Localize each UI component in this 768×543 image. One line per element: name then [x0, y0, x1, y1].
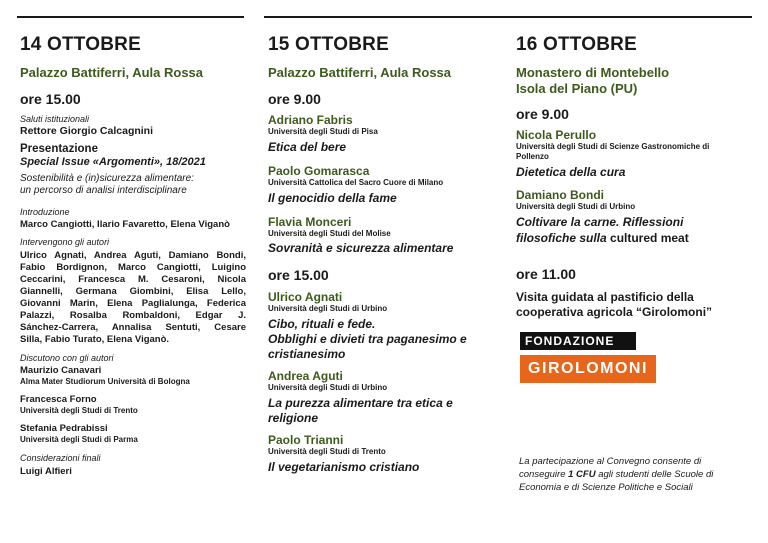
- speaker-name: Nicola Perullo: [516, 128, 597, 142]
- talk-title-line: Obblighi e divieti tra paganesimo e: [268, 332, 467, 346]
- speaker-name: Flavia Monceri: [268, 215, 352, 229]
- speaker-affiliation: Università Cattolica del Sacro Cuore di Milano: [268, 178, 444, 187]
- authors-line: Sánchez-Carrera, Annalisa Sentuti, Cesare: [20, 322, 246, 333]
- discussant-affiliation: Università degli Studi di Parma: [20, 435, 138, 444]
- talk-title: Il genocidio della fame: [268, 191, 397, 205]
- note-line2: [519, 468, 751, 481]
- logo-fondazione: FONDAZIONE: [520, 332, 636, 350]
- intro-names: Marco Cangiotti, Ilario Favaretto, Elena Viganò: [20, 219, 230, 230]
- discussant-name: Maurizio Canavari: [20, 365, 102, 376]
- intro-label: Introduzione: [20, 207, 70, 217]
- talk-title-line: Coltivare la carne. Riflessioni: [516, 215, 684, 229]
- discussant-affiliation: Alma Mater Studiorum Università di Bologna: [20, 377, 190, 386]
- talk-title: Etica del bere: [268, 140, 347, 154]
- speaker-affiliation-line: Università degli Studi di Scienze Gastronomiche di: [516, 142, 710, 151]
- authors-label: Intervengono gli autori: [20, 237, 110, 247]
- talk-title-line: religione: [268, 411, 319, 425]
- discussant-name: Stefania Pedrabissi: [20, 423, 108, 434]
- speaker-name: Andrea Aguti: [268, 369, 343, 383]
- talk: [268, 164, 498, 206]
- day1-column: [20, 34, 246, 478]
- note-line3: Economia e di Scienze Politiche e Sociali: [519, 482, 693, 493]
- authors-line: Ceccarini, Francesca M. Cesaroni, Nicola: [20, 274, 246, 285]
- presentation-label: Presentazione: [20, 143, 98, 155]
- talk-title-line: cristianesimo: [268, 347, 346, 361]
- day2-column: [268, 34, 498, 475]
- speaker-affiliation: Università degli Studi di Urbino: [268, 383, 388, 392]
- subtitle-line1: Sostenibilità e (in)sicurezza alimentare:: [20, 173, 194, 184]
- talk: [516, 188, 752, 246]
- credit-note: [519, 455, 751, 494]
- speaker-affiliation: Università degli Studi di Urbino: [516, 202, 636, 211]
- authors-line: Fabio Bordignon, Marco Cangiotti, Luigino: [20, 262, 246, 273]
- talk: [268, 290, 498, 362]
- speaker-affiliation: Università degli Studi del Molise: [268, 229, 391, 238]
- talk-title-line: [516, 230, 752, 246]
- presentation-title: Special Issue «Argomenti», 18/2021: [20, 156, 206, 168]
- day2-date: 15 OTTOBRE: [268, 34, 389, 55]
- talk-title: Sovranità e sicurezza alimentare: [268, 241, 454, 255]
- day2-time-afternoon: ore 15.00: [268, 267, 329, 283]
- visit-line2: cooperativa agricola “Girolomoni”: [516, 305, 713, 319]
- note-line1: La partecipazione al Convegno consente di: [519, 456, 702, 467]
- day1-time: ore 15.00: [20, 91, 81, 107]
- talk-title-line: La purezza alimentare tra etica e: [268, 396, 453, 410]
- closing-label: Considerazioni finali: [20, 453, 101, 463]
- day1-venue: Palazzo Battiferri, Aula Rossa: [20, 65, 204, 80]
- day3-date: 16 OTTOBRE: [516, 34, 637, 55]
- day3-venue-line2: Isola del Piano (PU): [516, 81, 638, 96]
- top-rule-right: [264, 16, 752, 18]
- discussant-name: Francesca Forno: [20, 394, 97, 405]
- visit-line1: Visita guidata al pastificio della: [516, 290, 694, 304]
- talk-title-line: Il vegetarianismo cristiano: [268, 460, 420, 474]
- talk-title-italic: filosofiche sulla: [516, 231, 607, 245]
- authors-line: Giovanni Marin, Elena Paglialunga, Federica: [20, 298, 246, 309]
- talk: [268, 433, 498, 475]
- talk: [516, 128, 752, 180]
- authors-line: Ulrico Agnati, Andrea Aguti, Damiano Bondi,: [20, 250, 246, 261]
- day1-date: 14 OTTOBRE: [20, 34, 141, 55]
- note-credit: 1 CFU: [568, 469, 596, 480]
- discussant-affiliation: Università degli Studi di Trento: [20, 406, 138, 415]
- talk: [268, 215, 498, 256]
- subtitle-line2: un percorso di analisi interdisciplinare: [20, 185, 187, 196]
- note-line2a: conseguire: [519, 469, 569, 480]
- speaker-name: Adriano Fabris: [268, 113, 353, 127]
- day2-time-morning: ore 9.00: [268, 91, 321, 107]
- top-rule-left: [17, 16, 244, 18]
- logo-girolomoni: GIROLOMONI: [520, 355, 656, 383]
- day2-venue: Palazzo Battiferri, Aula Rossa: [268, 65, 452, 80]
- greetings-label: Saluti istituzionali: [20, 114, 90, 124]
- speaker-name: Paolo Trianni: [268, 433, 344, 447]
- authors-line: Palazzi, Rosalba Rombaldoni, Edgar J.: [20, 310, 246, 321]
- authors-list: [20, 250, 246, 346]
- speaker-name: Ulrico Agnati: [268, 290, 343, 304]
- discussants-label: Discutono con gli autori: [20, 353, 114, 363]
- closing-name: Luigi Alfieri: [20, 466, 72, 477]
- day3-time-morning: ore 9.00: [516, 106, 569, 122]
- speaker-affiliation: Università degli Studi di Urbino: [268, 304, 388, 313]
- greetings-name: Rettore Giorgio Calcagnini: [20, 125, 154, 137]
- authors-line: Silla, Fabio Turato, Elena Viganò.: [20, 334, 170, 345]
- day3-venue-line1: Monastero di Montebello: [516, 65, 670, 80]
- talk: [268, 113, 498, 155]
- authors-line: Giannelli, Germana Giombini, Elisa Lello,: [20, 286, 246, 297]
- talk-title: Dietetica della cura: [516, 165, 626, 179]
- talk: [268, 369, 498, 426]
- speaker-name: Damiano Bondi: [516, 188, 605, 202]
- note-line2b: agli studenti delle Scuole di: [595, 469, 714, 480]
- day3-column: [516, 34, 752, 320]
- speaker-affiliation: Università degli Studi di Pisa: [268, 127, 378, 136]
- speaker-affiliation-line: Pollenzo: [516, 152, 549, 161]
- talk-title-line: Cibo, rituali e fede.: [268, 317, 376, 331]
- talk-title-plain: cultured meat: [606, 231, 689, 245]
- speaker-name: Paolo Gomarasca: [268, 164, 370, 178]
- day3-time-late: ore 11.00: [516, 266, 576, 282]
- speaker-affiliation: Università degli Studi di Trento: [268, 447, 386, 456]
